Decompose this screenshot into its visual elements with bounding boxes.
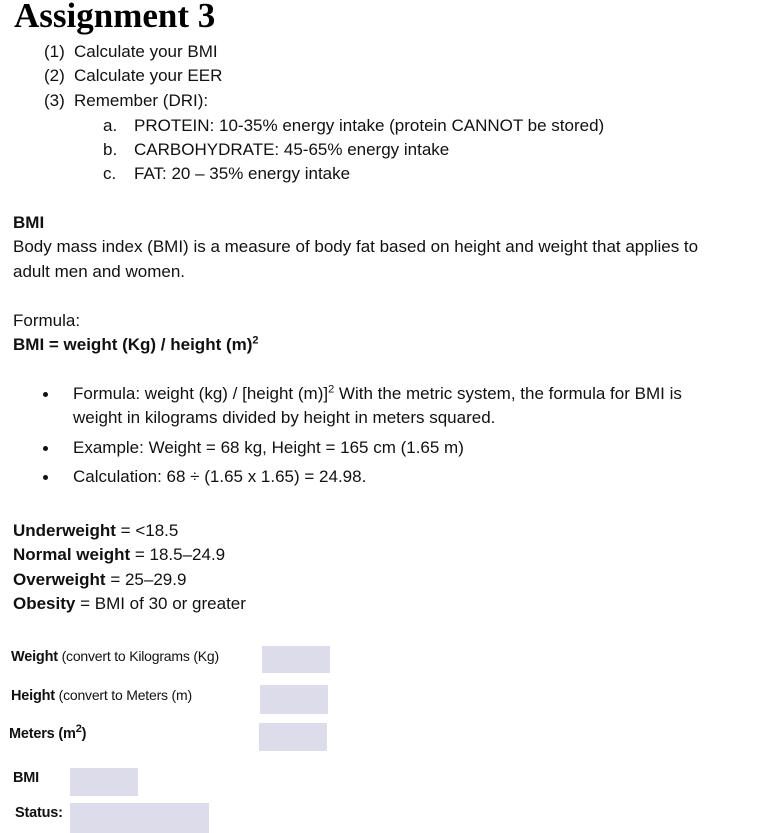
weight-note: (convert to Kilograms (Kg) <box>57 648 219 664</box>
task-text: Remember (DRI): <box>74 91 209 110</box>
bullet-formula <box>73 383 682 405</box>
dri-letter: b. <box>103 140 118 159</box>
dri-text: PROTEIN: 10-35% energy intake (protein CANNOT be stored) <box>134 116 605 135</box>
formula-text <box>13 334 259 356</box>
weight-input[interactable] <box>262 646 330 673</box>
category-label: Overweight <box>13 570 106 589</box>
bmi-heading: BMI <box>13 213 45 232</box>
height-note: (convert to Meters (m) <box>54 687 192 703</box>
task-text: Calculate your BMI <box>74 42 218 61</box>
meters-squared-input[interactable] <box>259 723 327 751</box>
weight-field-label <box>11 648 219 665</box>
bullet-formula-exponent: 2 <box>328 383 335 396</box>
formula-exponent: 2 <box>252 334 259 347</box>
weight-label: Weight <box>11 649 58 665</box>
dri-item-fat <box>103 163 350 185</box>
bullet-formula-text: Formula: weight (kg) / [height (m)] <box>73 384 329 403</box>
page-title: Assignment 3 <box>14 0 216 35</box>
task-text: Calculate your EER <box>74 66 223 85</box>
status-input[interactable] <box>70 803 209 833</box>
bullet-example: Example: Weight = 68 kg, Height = 165 cm (1.65 m) <box>73 438 464 457</box>
task-number: (2) <box>44 66 65 85</box>
formula-label: Formula: <box>13 311 81 330</box>
bullet-formula-text-cont: With the metric system, the formula for BMI is <box>334 384 682 403</box>
category-obesity <box>13 593 246 615</box>
meters-squared-field-label <box>9 723 87 742</box>
dri-letter: a. <box>103 116 118 135</box>
task-item-2 <box>44 65 222 87</box>
category-value: = 18.5–24.9 <box>130 545 226 564</box>
bullet-calculation: Calculation: 68 ÷ (1.65 x 1.65) = 24.98. <box>73 467 367 486</box>
category-normal-weight <box>13 544 225 566</box>
dri-item-carbohydrate <box>103 139 449 161</box>
bmi-description-line-1: Body mass index (BMI) is a measure of body fat based on height and weight that applies to <box>13 237 699 256</box>
category-label: Obesity <box>13 594 76 613</box>
dri-item-protein <box>103 115 604 137</box>
bmi-field-label: BMI <box>13 770 39 786</box>
category-overweight <box>13 569 186 591</box>
bmi-input[interactable] <box>70 768 138 796</box>
category-value: = 25–29.9 <box>105 570 187 589</box>
bullet-dot-icon <box>43 446 48 451</box>
category-value: = BMI of 30 or greater <box>75 594 246 613</box>
dri-text: CARBOHYDRATE: 45-65% energy intake <box>134 140 450 159</box>
task-number: (3) <box>44 91 65 110</box>
status-field-label: Status: <box>15 805 63 821</box>
task-number: (1) <box>44 42 65 61</box>
formula-bold: BMI = weight (Kg) / height (m) <box>13 335 253 354</box>
meters-label: Meters (m <box>9 726 76 742</box>
task-item-3 <box>44 90 208 112</box>
height-input[interactable] <box>260 685 328 714</box>
bullet-dot-icon <box>43 392 48 397</box>
meters-close: ) <box>81 726 87 742</box>
height-label: Height <box>11 688 55 704</box>
dri-text: FAT: 20 – 35% energy intake <box>134 164 351 183</box>
category-label: Underweight <box>13 521 116 540</box>
category-value: = <18.5 <box>115 521 179 540</box>
task-item-1 <box>44 41 218 63</box>
bmi-description-line-2: adult men and women. <box>13 262 185 281</box>
bullet-formula-line-2: weight in kilograms divided by height in meters squared. <box>73 408 496 427</box>
category-underweight <box>13 520 178 542</box>
height-field-label <box>11 687 192 704</box>
category-label: Normal weight <box>13 545 131 564</box>
dri-letter: c. <box>103 164 117 183</box>
bullet-dot-icon <box>43 475 48 480</box>
meters-exponent: 2 <box>75 723 82 736</box>
